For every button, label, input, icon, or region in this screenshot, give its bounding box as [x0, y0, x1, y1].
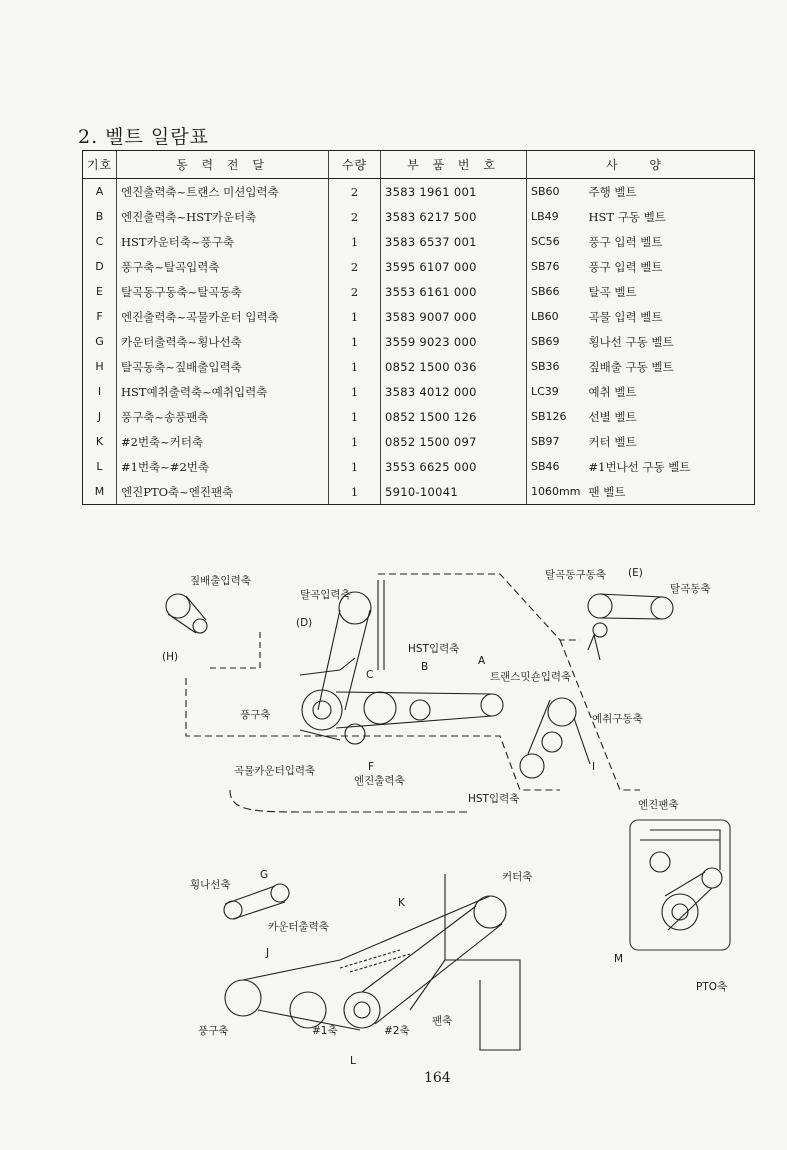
row-spec-name: #1번나선 구동 벨트: [585, 454, 755, 479]
table-row: [83, 254, 755, 279]
row-spec-name: 선별 벨트: [585, 404, 755, 429]
row-spec-code: LC39: [527, 379, 585, 404]
row-transmission: 풍구축~탈곡입력축: [117, 254, 329, 279]
row-qty: 2: [329, 279, 381, 304]
row-symbol: L: [83, 454, 117, 479]
row-spec-name: 풍구 입력 벨트: [585, 229, 755, 254]
row-part-number: 3595 6107 000: [381, 254, 527, 279]
row-transmission: 풍구축~송풍팬축: [117, 404, 329, 429]
marker-l: L: [350, 1055, 356, 1067]
row-spec-code: SB126: [527, 404, 585, 429]
marker-i: I: [592, 761, 596, 773]
label-fan-shaft-lower: 풍구축: [198, 1025, 229, 1037]
row-transmission: 탈곡동구동축~탈곡동축: [117, 279, 329, 304]
label-hst-input: HST입력축: [408, 643, 460, 655]
row-transmission: #1번축~#2번축: [117, 454, 329, 479]
label-shaft-1: #1축: [312, 1025, 338, 1037]
row-spec-code: SB66: [527, 279, 585, 304]
row-qty: 1: [329, 429, 381, 454]
table-row: [83, 329, 755, 354]
table-header-row: [83, 151, 755, 179]
section-title: 2. 벨트 일람표: [78, 126, 209, 148]
row-part-number: 0852 1500 126: [381, 404, 527, 429]
row-spec-code: SB76: [527, 254, 585, 279]
row-qty: 1: [329, 229, 381, 254]
table-row: [83, 404, 755, 429]
row-part-number: 3553 6161 000: [381, 279, 527, 304]
marker-d: (D): [296, 617, 313, 629]
label-thresh-drum: 탈곡동축: [670, 583, 711, 595]
row-spec-code: SB36: [527, 354, 585, 379]
label-thresh-drum-drive: 탈곡동구동축: [545, 569, 606, 581]
row-part-number: 3583 1961 001: [381, 179, 527, 205]
row-part-number: 5910-10041: [381, 479, 527, 505]
row-spec-name: 탈곡 벨트: [585, 279, 755, 304]
marker-e: (E): [628, 567, 643, 579]
row-spec-code: SC56: [527, 229, 585, 254]
row-symbol: H: [83, 354, 117, 379]
row-spec-code: LB60: [527, 304, 585, 329]
row-qty: 2: [329, 254, 381, 279]
row-symbol: I: [83, 379, 117, 404]
row-qty: 1: [329, 329, 381, 354]
row-qty: 1: [329, 404, 381, 429]
row-qty: 1: [329, 304, 381, 329]
header-part-number: 부 품 번 호: [381, 151, 527, 179]
marker-h: (H): [162, 651, 179, 663]
table-row: [83, 354, 755, 379]
row-symbol: A: [83, 179, 117, 205]
table-row: [83, 454, 755, 479]
row-symbol: K: [83, 429, 117, 454]
table-row: [83, 179, 755, 205]
marker-f: F: [368, 761, 375, 773]
label-thresh-input: 탈곡입력축: [300, 589, 351, 601]
label-auger-shaft: 횡나선축: [190, 879, 231, 891]
row-part-number: 0852 1500 036: [381, 354, 527, 379]
label-cutter-shaft: 커터축: [502, 871, 533, 883]
header-symbol: 기호: [83, 151, 117, 179]
row-transmission: HST예취출력축~예취입력축: [117, 379, 329, 404]
label-pto: PTO축: [696, 981, 728, 993]
header-spec: 사 양: [527, 151, 755, 179]
row-part-number: 3583 6217 500: [381, 204, 527, 229]
row-symbol: G: [83, 329, 117, 354]
label-counter-output: 카운터출력축: [268, 921, 329, 933]
label-straw-out-input: 짚배출입력축: [190, 575, 251, 587]
header-qty: 수량: [329, 151, 381, 179]
row-symbol: D: [83, 254, 117, 279]
row-symbol: M: [83, 479, 117, 505]
row-symbol: F: [83, 304, 117, 329]
row-qty: 1: [329, 479, 381, 505]
label-hst-out: HST입력축: [468, 793, 520, 805]
row-spec-code: SB97: [527, 429, 585, 454]
row-qty: 1: [329, 454, 381, 479]
row-spec-code: SB60: [527, 179, 585, 205]
row-part-number: 3559 9023 000: [381, 329, 527, 354]
row-spec-code: SB69: [527, 329, 585, 354]
row-transmission: 엔진출력축~트랜스 미션입력축: [117, 179, 329, 205]
row-transmission: #2번축~커터축: [117, 429, 329, 454]
marker-m: M: [614, 953, 624, 965]
row-qty: 2: [329, 179, 381, 205]
belt-rows: [83, 179, 755, 505]
row-transmission: HST카운터축~풍구축: [117, 229, 329, 254]
row-transmission: 탈곡동축~짚배출입력축: [117, 354, 329, 379]
label-engine-fan: 엔진팬축: [638, 799, 679, 811]
row-qty: 1: [329, 379, 381, 404]
label-fan: 팬축: [432, 1015, 453, 1027]
row-qty: 1: [329, 354, 381, 379]
row-part-number: 3583 6537 001: [381, 229, 527, 254]
row-spec-name: 예취 벨트: [585, 379, 755, 404]
row-spec-name: 커터 벨트: [585, 429, 755, 454]
row-transmission: 카운터출력축~횡나선축: [117, 329, 329, 354]
label-grain-counter-input: 곡물카운터입력축: [234, 765, 316, 777]
row-spec-name: 주행 벨트: [585, 179, 755, 205]
belt-layout-diagram: [0, 540, 787, 1100]
row-spec-code: SB46: [527, 454, 585, 479]
row-spec-name: 횡나선 구동 벨트: [585, 329, 755, 354]
row-transmission: 엔진출력축~곡물카운터 입력축: [117, 304, 329, 329]
row-qty: 2: [329, 204, 381, 229]
marker-a: A: [478, 655, 486, 667]
row-symbol: B: [83, 204, 117, 229]
table-row: [83, 429, 755, 454]
table-row: [83, 379, 755, 404]
label-trans-input: 트랜스밋숀입력축: [490, 671, 572, 683]
label-engine-output: 엔진출력축: [354, 775, 405, 787]
marker-k: K: [398, 897, 405, 909]
row-part-number: 3583 9007 000: [381, 304, 527, 329]
marker-b: B: [421, 661, 429, 673]
belt-list-table: [82, 150, 755, 505]
table-row: [83, 304, 755, 329]
row-transmission: 엔진출력축~HST카운터축: [117, 204, 329, 229]
row-transmission: 엔진PTO축~엔진팬축: [117, 479, 329, 505]
label-fan-shaft: 풍구축: [240, 709, 271, 721]
row-part-number: 3583 4012 000: [381, 379, 527, 404]
row-part-number: 0852 1500 097: [381, 429, 527, 454]
header-power-transmission: 동 력 전 달: [117, 151, 329, 179]
page-number: 164: [424, 1070, 451, 1086]
row-symbol: C: [83, 229, 117, 254]
row-spec-name: 풍구 입력 벨트: [585, 254, 755, 279]
table-row: [83, 204, 755, 229]
row-part-number: 3553 6625 000: [381, 454, 527, 479]
row-spec-code: LB49: [527, 204, 585, 229]
table-row: [83, 279, 755, 304]
marker-c: C: [366, 669, 374, 681]
row-spec-code: 1060mm: [527, 479, 585, 505]
label-reap-drive: 예취구동축: [592, 713, 643, 725]
row-spec-name: 팬 벨트: [585, 479, 755, 505]
row-spec-name: HST 구동 벨트: [585, 204, 755, 229]
row-symbol: J: [83, 404, 117, 429]
row-spec-name: 짚배출 구동 벨트: [585, 354, 755, 379]
label-shaft-2: #2축: [384, 1025, 410, 1037]
table-row: [83, 479, 755, 505]
marker-g: G: [260, 869, 269, 881]
table-row: [83, 229, 755, 254]
marker-j: J: [266, 947, 270, 959]
row-spec-name: 곡물 입력 벨트: [585, 304, 755, 329]
row-symbol: E: [83, 279, 117, 304]
